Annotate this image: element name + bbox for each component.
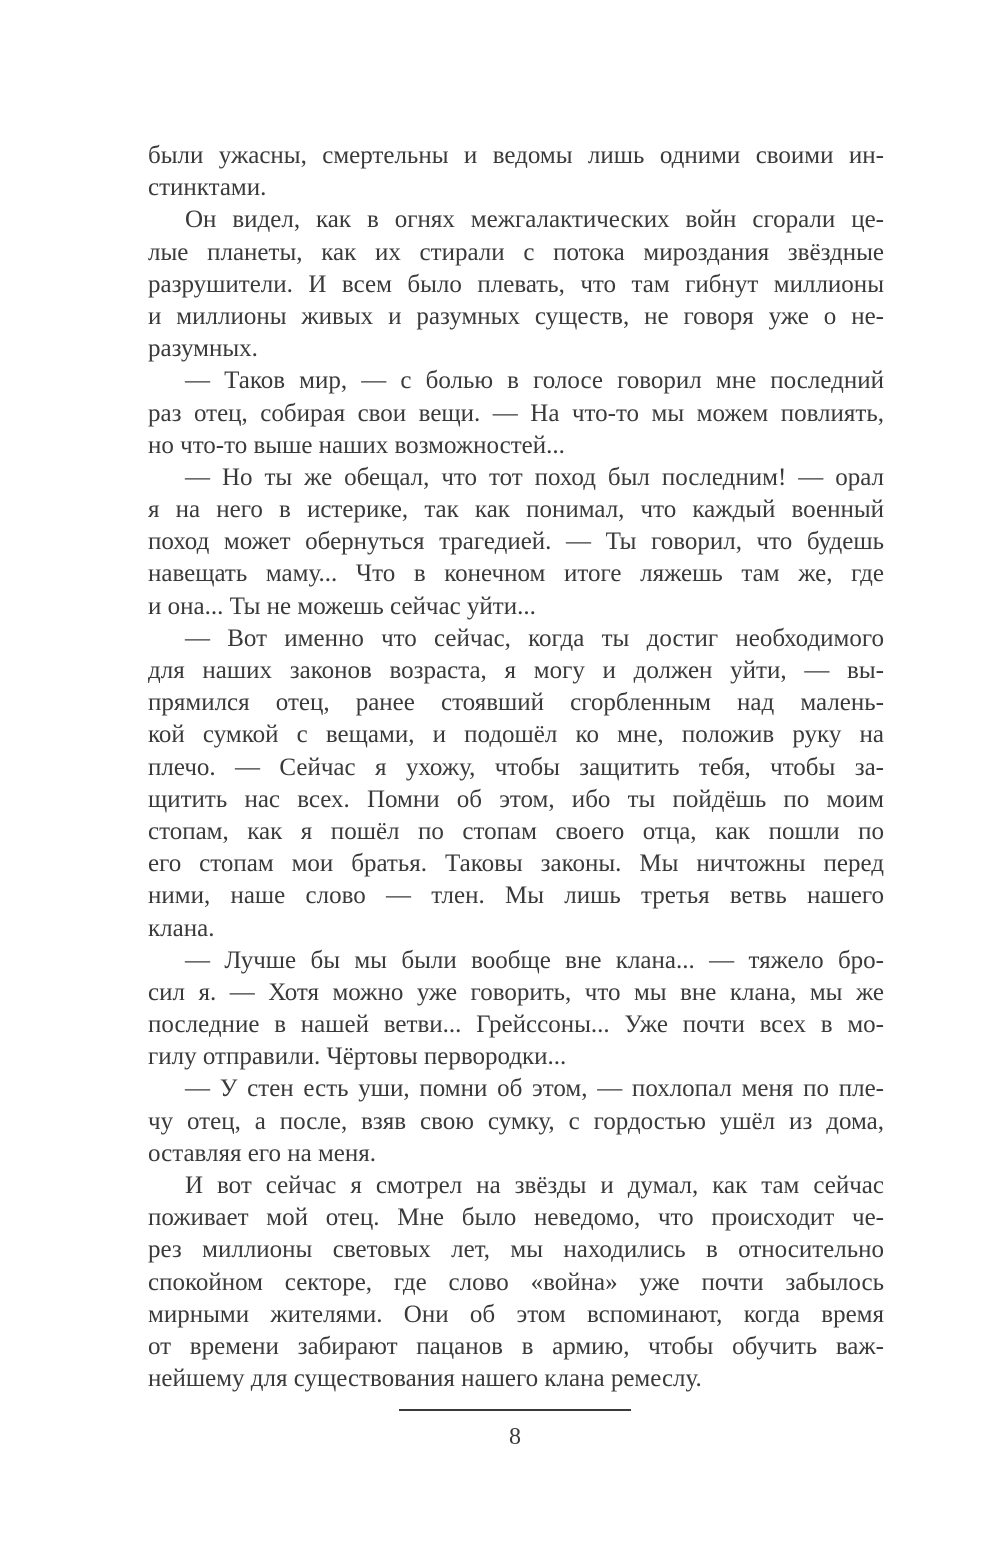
text-line: стинктами. — [148, 174, 267, 202]
text-line: раз отец, собирая свои вещи. — На что-то мы можем повлиять, — [148, 399, 884, 427]
text-line: сил я. — Хотя можно уже говорить, что мы вне клана, мы же — [148, 978, 884, 1006]
text-line: прямился отец, ранее стоявший сгорбленным над малень- — [148, 689, 884, 717]
text-line: гилу отправили. Чёртовы первородки... — [148, 1043, 567, 1071]
text-line: поживает мой отец. Мне было неведомо, что происходит че- — [148, 1204, 884, 1232]
text-line: разумных. — [148, 335, 258, 363]
text-line: чу отец, а после, взяв свою сумку, с гордостью ушёл из дома, — [148, 1107, 884, 1135]
text-line: — Но ты же обещал, что тот поход был последним! — орал — [185, 463, 884, 491]
text-line: оставляя его на меня. — [148, 1139, 376, 1167]
text-line: но что-то выше наших возможностей... — [148, 431, 565, 459]
text-line: стопам, как я пошёл по стопам своего отца, как пошли по — [148, 817, 884, 845]
text-line: были ужасны, смертельны и ведомы лишь одними своими ин- — [148, 142, 884, 169]
text-line: — У стен есть уши, помни об этом, — похлопал меня по пле- — [185, 1075, 884, 1103]
text-line: лые планеты, как их стирали с потока мироздания звёздные — [148, 238, 884, 266]
text-line: я на него в истерике, так как понимал, что каждый военный — [148, 496, 884, 524]
text-line: от времени забирают пацанов в армию, чтобы обучить важ- — [148, 1332, 884, 1360]
body-text — [148, 140, 884, 1395]
text-line: последние в нашей ветви... Грейссоны... Уже почти всех в мо- — [148, 1011, 884, 1039]
text-line: щитить нас всех. Помни об этом, ибо ты пойдёшь по моим — [148, 785, 884, 813]
text-line: для наших законов возраста, я могу и должен уйти, — вы- — [148, 657, 884, 684]
text-line: разрушители. И всем было плевать, что там гибнут миллионы — [148, 270, 884, 298]
text-line: и миллионы живых и разумных существ, не говоря уже о не- — [148, 302, 884, 330]
text-line: поход может обернуться трагедией. — Ты говорил, что будешь — [148, 528, 884, 556]
text-line: кой сумкой с вещами, и подошёл ко мне, положив руку на — [148, 721, 884, 749]
text-line: — Лучше бы мы были вообще вне клана... — тяжело бро- — [185, 946, 884, 974]
page-number: 8 — [509, 1424, 521, 1450]
text-line: спокойном секторе, где слово «война» уже почти забылось — [148, 1268, 884, 1296]
text-line: мирными жителями. Они об этом вспоминают, когда время — [148, 1300, 884, 1328]
footer-rule — [399, 1409, 631, 1411]
text-line: нейшему для существования нашего клана ремеслу. — [148, 1365, 702, 1393]
text-line: плечо. — Сейчас я ухожу, чтобы защитить тебя, чтобы за- — [148, 753, 884, 781]
text-line: и она... Ты не можешь сейчас уйти... — [148, 592, 536, 620]
text-line: — Вот именно что сейчас, когда ты достиг необходимого — [185, 624, 884, 652]
text-line: Он видел, как в огнях межгалактических войн сгорали це- — [185, 206, 884, 234]
text-line: навещать маму... Что в конечном итоге ляжешь там же, где — [148, 560, 884, 588]
text-line: И вот сейчас я смотрел на звёзды и думал, как там сейчас — [185, 1172, 884, 1199]
text-line: клана. — [148, 914, 215, 942]
text-line: рез миллионы световых лет, мы находились в относительно — [148, 1236, 884, 1264]
text-line: — Таков мир, — с болью в голосе говорил мне последний — [185, 367, 884, 395]
text-line: ними, наше слово — тлен. Мы лишь третья ветвь нашего — [148, 882, 884, 910]
text-line: его стопам мои братья. Таковы законы. Мы ничтожны перед — [148, 850, 884, 878]
